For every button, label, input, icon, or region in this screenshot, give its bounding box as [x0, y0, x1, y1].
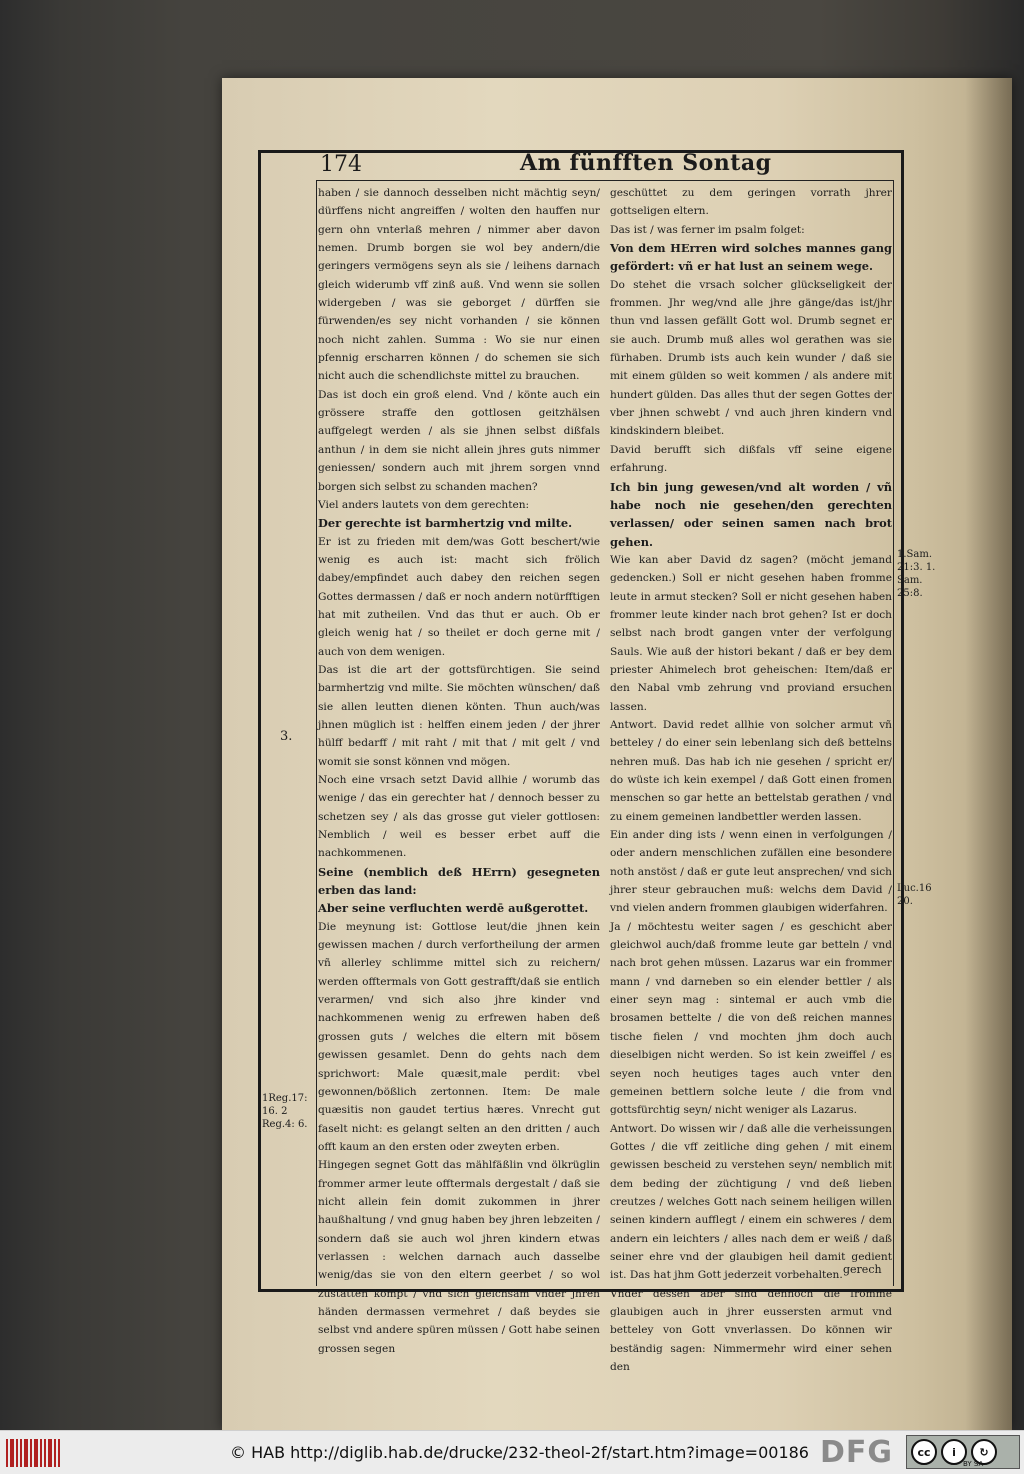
text-column-left	[318, 184, 600, 1358]
catchword: gerech	[843, 1263, 882, 1276]
paragraph: haben / sie dannoch desselben nicht mächtig seyn/ dürffens nicht angreiffen / wolten den hauffen nur gern ohn vnterlaß mehren / nimmer aber davon nemen. Drumb borgen sie wol bey andern/die geringers vermögens seyn als sie / leihens darnach gleich widerumb vff zinß auß. Vnd wenn sie sollen widergeben / was sie geborget / dürffen sie fürwenden/es sey nicht vorhanden / sie können noch nicht zahlen. Summa : Wo sie nur einen pfennig erscharren können / do schemen sie sich nicht auch die schendlichste mittel zu brauchen.	[318, 187, 600, 383]
barcode-icon	[6, 1439, 60, 1467]
column-rule-right	[893, 180, 894, 1286]
psalm-verse: Seine (nemblich deß HErrn) gesegneten erben das land:	[318, 864, 600, 898]
by-icon: i	[941, 1439, 967, 1465]
paragraph: Er ist zu frieden mit dem/was Gott beschert/wie wenig es auch ist: macht sich frölich dabey/empfindet auch dabey den reichen segen Gottes dermassen / daß er noch andern notürfftigen hat mit zutheilen. Vnd das thut er auch. Ob er gleich wenig hat / so theilet er doch gerne mit / auch von dem wenigen.	[318, 535, 600, 658]
page-gutter-shadow	[965, 78, 1012, 1430]
margin-reference-sam: 1.Sam. 21:3. 1. Sam. 25:8.	[897, 549, 936, 599]
paragraph: Ja / möchtestu weiter sagen / es geschicht aber gleichwol auch/daß fromme leute gar betteln / vnd nach brot gehen müssen. Lazarus war ein frommer mann / vnd darneben so ein elender bettler / als einer seyn mag : sintemal er auch vmb die brosamen bettelte / die von deß reichen mannes tische fielen / vnd mochten jhm doch auch dieselbigen nicht werden. So ist kein zweiffel / es seyen noch heutiges tages auch vnter den gemeinen bettlern solche leute / die from vnd gottsfürchtig seyn/ nicht weniger als Lazarus.	[610, 920, 892, 1117]
page-number: 174	[320, 152, 362, 177]
paragraph: David berufft sich dißfals vff seine eigene erfahrung.	[610, 443, 892, 475]
text-column-right	[610, 184, 892, 1376]
paragraph: Antwort. David redet allhie von solcher armut vñ betteley / do einer sein lebenlang sich deß bettelns nehren muß. Das hab ich nie gesehen / spricht er/ do wüste ich kein exempel / daß Gott einen fromen menschen so gar hette an bettelstab gerathen / vnd zu einem gemeinen landbettler werden lassen.	[610, 718, 892, 823]
margin-reference-left: 1Reg.17: 16. 2 Reg.4: 6.	[262, 1093, 308, 1130]
dfg-logo: DFG	[820, 1435, 894, 1470]
margin-number: 3.	[280, 729, 293, 744]
paragraph: Hingegen segnet Gott das mählfäßlin vnd ölkrüglin frommer armer leute offtermals dergestalt / daß sie nicht allein fein domit zukommen in jhrer haußhaltung / vnd gnug haben bey jhren lebzeiten / sondern daß sie auch wol jhren kindern etwas verlassen : welchen darnach auch dasselbe wenig/das sie von den eltern geerbet / so wol zustatten kompt / vnd sich gleichsam vnder jhren händen dermassen vermehret / daß beydes sie selbst vnd andere spüren müssen / Gott habe seinen grossen segen	[318, 1159, 600, 1355]
column-rule-left	[316, 180, 317, 1286]
paragraph: geschüttet zu dem geringen vorrath jhrer gottseligen eltern.	[610, 187, 892, 218]
footer-bar	[0, 1430, 1024, 1474]
paragraph: Ein ander ding ists / wenn einen in verfolgungen / oder andern menschlichen zufällen eine besondere noth anstöst / daß er gute leut ansprechen/ vnd sich jhrer steur gebrauchen muß: welchs dem David / vnd vielen andern frommen glaubigen widerfahren.	[610, 829, 892, 915]
cc-icon: cc	[911, 1439, 937, 1465]
paragraph: Viel anders lautets von dem gerechten:	[318, 498, 530, 511]
cc-license-badge[interactable]	[906, 1435, 1020, 1469]
paragraph: Das ist doch ein groß elend. Vnd / könte auch ein grössere straffe den gottlosen geitzhälsen auffgelegt werden / als sie jhnen selbst dißfals anthun / in dem sie nicht allein jhres guts nimmer geniessen/ sondern auch mit jhrem sorgen vnnd borgen sich selbst zu schanden machen?	[318, 388, 600, 493]
paragraph: Noch eine vrsach setzt David allhie / worumb das wenige / das ein gerechter hat / dennoch besser zu schetzen sey / als das grosse gut vieler gottlosen: Nemblich / weil es besser erbet auff die nachkommenen.	[318, 774, 600, 860]
running-head: Am fünfften Sontag	[520, 150, 772, 176]
margin-reference-luc: Luc.16 20.	[897, 883, 932, 907]
sa-icon: ↻	[971, 1439, 997, 1465]
paragraph: Antwort. Do wissen wir / daß alle die verheissungen Gottes / die vff zeitliche ding gehen / mit einem gewissen bescheid zu verstehen seyn/ nemblich mit dem beding der züchtigung / vnd deß lieben creutzes / welches Gott nach seinem heiligen willen seinen kindern aufflegt / einem ein schweres / dem andern ein leichters / alles nach dem er weiß / daß seiner ehre vnd der glaubigen heil damit gedient ist. Das hat jhm Gott jederzeit vorbehalten.	[610, 1122, 892, 1282]
header-rule	[316, 180, 893, 181]
paragraph: Do stehet die vrsach solcher glückseligkeit der frommen. Jhr weg/vnd alle jhre gänge/das ist/jhr thun vnd lassen gefällt Gott wol. Drumb segnet er sie auch. Drumb muß alles wol gerathen was sie fürhaben. Drumb ists auch kein wunder / daß sie mit einem gülden so weit kommen / als andere mit hundert gülden. Das alles thut der segen Gottes der vber jhnen schwebt / vnd auch jhren kindern vnd kindskindern bleibet.	[610, 278, 892, 438]
paragraph: Wie kan aber David dz sagen? (möcht jemand gedencken.) Soll er nicht gesehen haben fromme leute in armut stecken? Soll er nicht gesehen haben frommer leute kinder nach brot gehen? Ist er doch selbst nach brodt gangen vnter der verfolgung Sauls. Wie auß der histori bekant / daß er bey dem priester Ahimelech brot geheischen: Item/daß er den Nabal vmb zehrung vnd proviand ersuchen lassen.	[610, 553, 892, 713]
paragraph: Das ist / was ferner im psalm folget:	[610, 223, 805, 236]
psalm-verse: Aber seine verfluchten werdē außgerottet.	[318, 901, 589, 916]
license-label: BY SA	[963, 1460, 984, 1468]
paragraph: Vnder dessen aber sind dennoch die fromme glaubigen auch in jhrer eussersten armut vnd betteley von Gott vnverlassen. Do können wir beständig sagen: Nimmermehr wird einer sehen den	[610, 1287, 892, 1373]
copyright-link[interactable]: © HAB http://diglib.hab.de/drucke/232-theol-2f/start.htm?image=00186	[230, 1443, 809, 1462]
psalm-verse: Ich bin jung gewesen/vnd alt worden / vñ habe noch nie gesehen/den gerechten verlassen/ oder seinen samen nach brot gehen.	[610, 479, 892, 549]
psalm-verse: Von dem HErren wird solches mannes gang gefördert: vñ er hat lust an seinem wege.	[610, 241, 892, 274]
paragraph: Die meynung ist: Gottlose leut/die jhnen kein gewissen machen / durch verfortheilung der armen vñ allerley schlimme mittel sich zu reichern/ werden offtermals von Gott gestrafft/daß sie entlich verarmen/ vnd sich also jhre kinder vnd nachkommenen wenig zu erfrewen haben deß grossen guts / welches die eltern mit bösem gewissen gesamlet. Denn do gehts nach dem sprichwort: Male quæsit,male perdit: vbel gewonnen/bößlich zertonnen. Item: De male quæsitis non gaudet tertius hæres. Vnrecht gut faselt nicht: es gelangt selten an den dritten / auch offt kaum an den ersten oder zweyten erben.	[318, 920, 600, 1153]
paragraph: Das ist die art der gottsfürchtigen. Sie seind barmhertzig vnd milte. Sie möchten wünschen/ daß sie allen leutten dienen könten. Thun auch/was jhnen müglich ist : helffen einem jeden / der jhrer hülff bedarff / mit raht / mit that / mit gelt / vnd womit sie sonst können vnd mögen.	[318, 663, 600, 768]
psalm-verse: Der gerechte ist barmhertzig vnd milte.	[318, 516, 573, 531]
